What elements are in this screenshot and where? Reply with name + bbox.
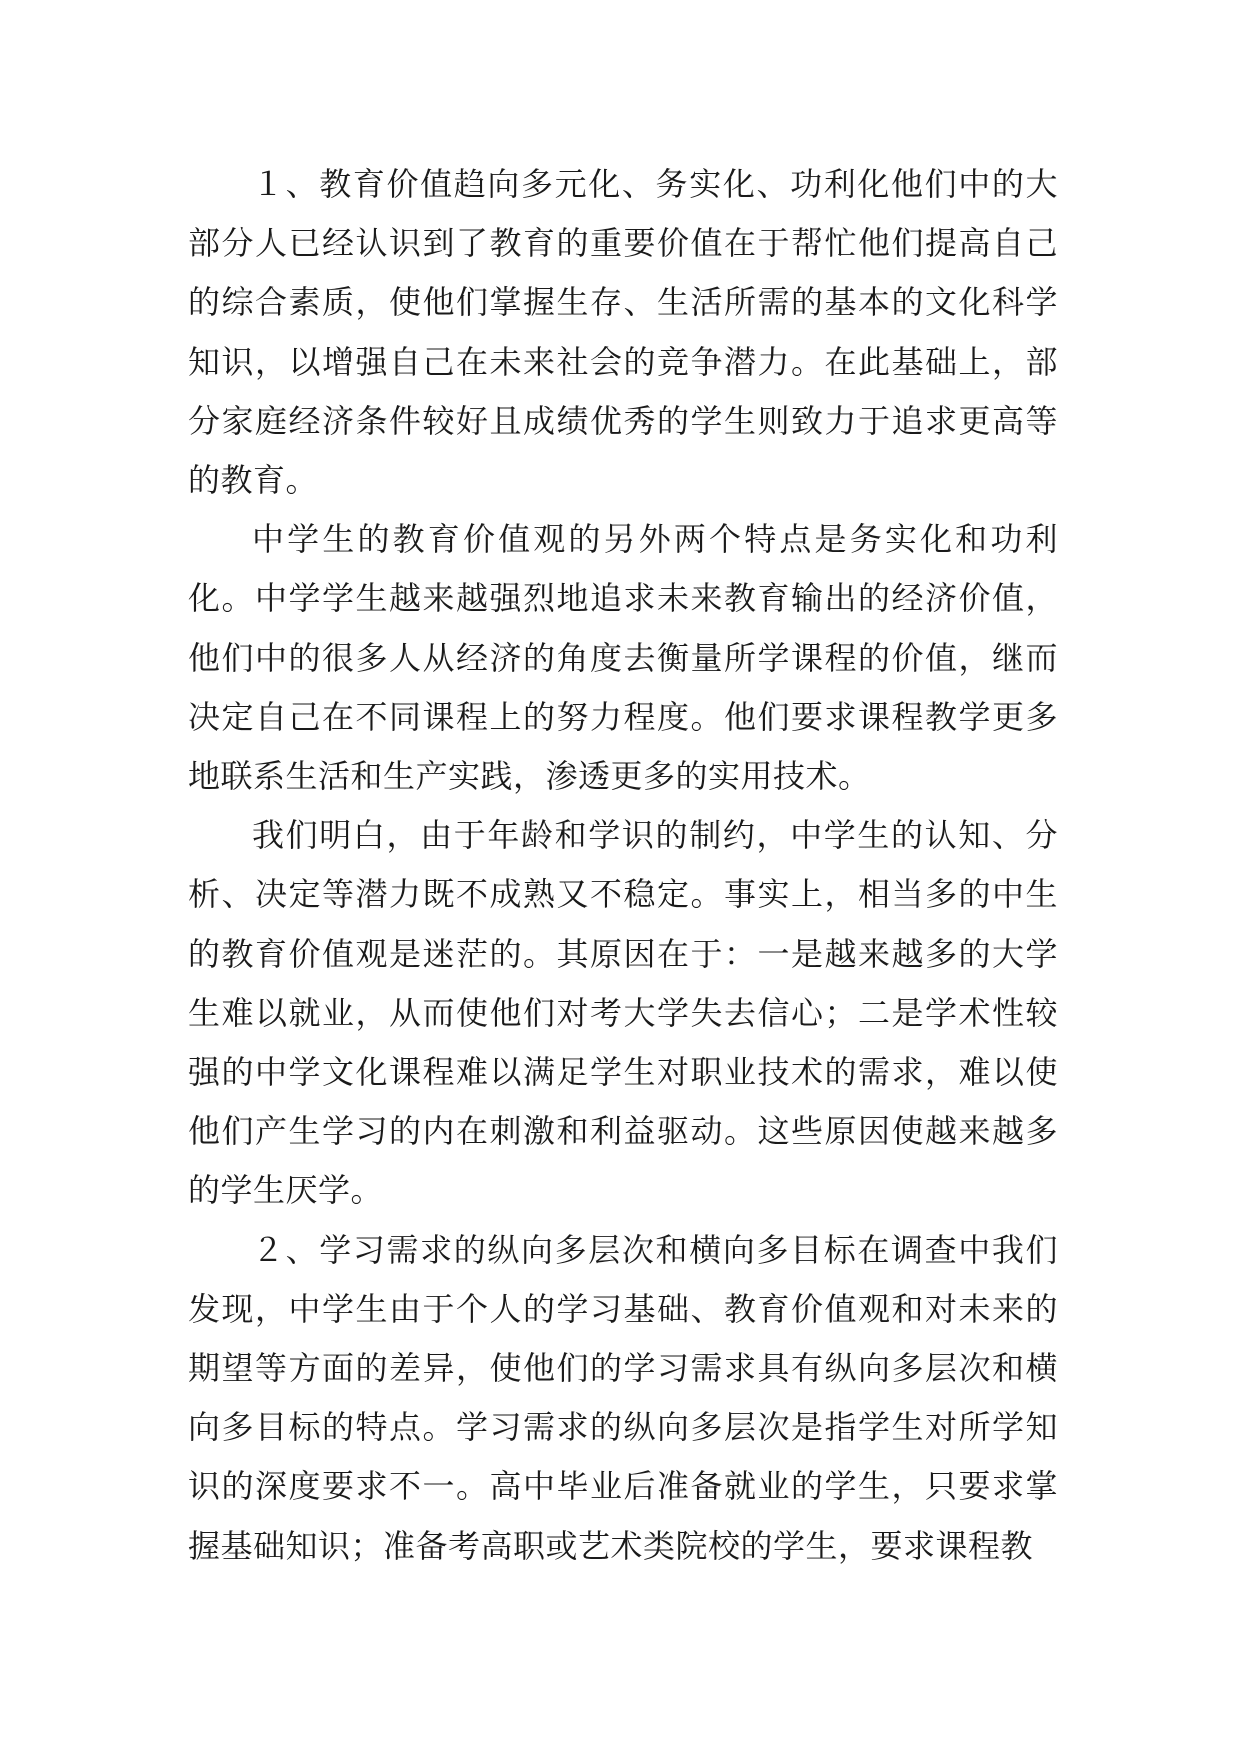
document-body [188,155,1058,1576]
paragraph-3: 我们明白，由于年龄和学识的制约，中学生的认知、分析、决定等潜力既不成熟又不稳定。事实上，相当多的中生的教育价值观是迷茫的。其原因在于：一是越来越多的大学生难以就业，从而使他们对考大学失去信心；二是学术性较强的中学文化课程难以满足学生对职业技术的需求，难以使他们产生学习的内在刺激和利益驱动。这些原因使越来越多的学生厌学。 [188,816,1058,1210]
paragraph-1: １、教育价值趋向多元化、务实化、功利化他们中的大部分人已经认识到了教育的重要价值在于帮忙他们提高自己的综合素质，使他们掌握生存、生活所需的基本的文化科学知识，以增强自己在未来社会的竞争潜力。在此基础上，部分家庭经济条件较好且成绩优秀的学生则致力于追求更高等的教育。 [188,165,1058,500]
paragraph-2: 中学生的教育价值观的另外两个特点是务实化和功利化。中学学生越来越强烈地追求未来教育输出的经济价值，他们中的很多人从经济的角度去衡量所学课程的价值，继而决定自己在不同课程上的努力程度。他们要求课程教学更多地联系生活和生产实践，渗透更多的实用技术。 [188,520,1058,796]
paragraph-4: ２、学习需求的纵向多层次和横向多目标在调查中我们发现，中学生由于个人的学习基础、教育价值观和对未来的期望等方面的差异，使他们的学习需求具有纵向多层次和横向多目标的特点。学习需求的纵向多层次是指学生对所学知识的深度要求不一。高中毕业后准备就业的学生，只要求掌握基础知识；准备考高职或艺术类院校的学生，要求课程教 [188,1230,1058,1565]
